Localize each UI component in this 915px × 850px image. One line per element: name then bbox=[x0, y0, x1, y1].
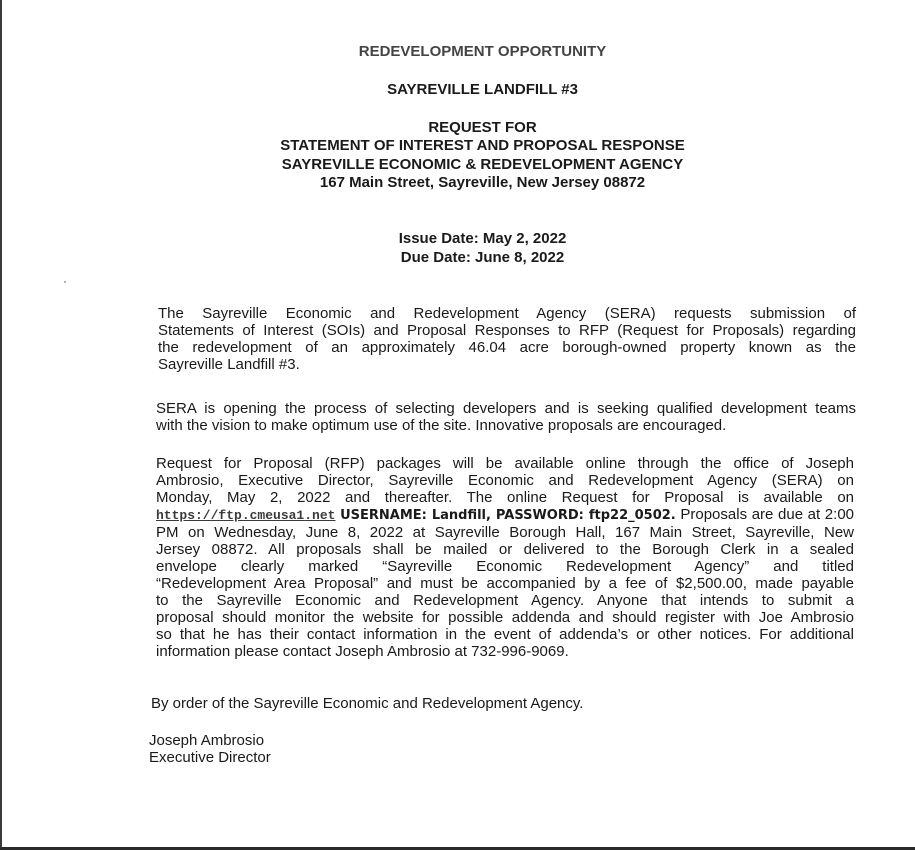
signatory-name: Joseph Ambrosio bbox=[149, 732, 265, 749]
rfp-line: so that he has their contact information in the event of addenda’s or other notices. For additional bbox=[156, 626, 854, 643]
rfp-line: Request for Proposal (RFP) packages will be available online through the office of Joseph bbox=[156, 455, 854, 472]
rfp-line-rest: Proposals are due at 2:00 bbox=[675, 506, 855, 523]
intro-line: the redevelopment of an approximately 46.04 acre borough-owned property known as the bbox=[158, 339, 856, 356]
rfp-line: Monday, May 2, 2022 and thereafter. The online Request for Proposal is available on bbox=[156, 489, 854, 506]
heading-statement: STATEMENT OF INTEREST AND PROPOSAL RESPONSE bbox=[280, 137, 685, 154]
rfp-line-with-link bbox=[156, 506, 854, 524]
signatory-title: Executive Director bbox=[149, 749, 271, 766]
rfp-line: to the Sayreville Economic and Redevelopment Agency. Anyone that intends to submit a bbox=[156, 592, 854, 609]
rfp-line: PM on Wednesday, June 8, 2022 at Sayreville Borough Hall, 167 Main Street, Sayreville, New bbox=[156, 524, 854, 541]
rfp-line: proposal should monitor the website for possible addenda and should register with Joe Ambrosio bbox=[156, 609, 854, 626]
rfp-line: Ambrosio, Executive Director, Sayreville Economic and Redevelopment Agency (SERA) on bbox=[156, 472, 854, 489]
rfp-line: envelope clearly marked “Sayreville Economic Redevelopment Agency” and titled bbox=[156, 558, 854, 575]
rfp-line: Jersey 08872. All proposals shall be mailed or delivered to the Borough Clerk in a sealed bbox=[156, 541, 854, 558]
rfp-line: “Redevelopment Area Proposal” and must be accompanied by a fee of $2,500.00, made payable bbox=[156, 575, 854, 592]
sera-line: SERA is opening the process of selecting developers and is seeking qualified development teams bbox=[156, 400, 856, 417]
order-statement bbox=[151, 695, 851, 712]
heading-address: 167 Main Street, Sayreville, New Jersey 08872 bbox=[319, 174, 646, 191]
sera-line: with the vision to make optimum use of the site. Innovative proposals are encouraged. bbox=[156, 417, 727, 434]
intro-line: Statements of Interest (SOIs) and Proposal Responses to RFP (Request for Proposals) regarding bbox=[158, 322, 856, 339]
signature-block bbox=[149, 732, 449, 766]
order-line: By order of the Sayreville Economic and Redevelopment Agency. bbox=[151, 695, 584, 712]
ftp-link[interactable]: https://ftp.cmeusa1.net bbox=[156, 508, 336, 523]
due-date: Due Date: June 8, 2022 bbox=[400, 249, 565, 266]
intro-paragraph bbox=[158, 305, 856, 373]
intro-line: Sayreville Landfill #3. bbox=[158, 356, 300, 373]
issue-date: Issue Date: May 2, 2022 bbox=[398, 230, 567, 247]
sera-paragraph bbox=[156, 400, 856, 434]
heading-opportunity: REDEVELOPMENT OPPORTUNITY bbox=[358, 43, 607, 60]
heading-project: SAYREVILLE LANDFILL #3 bbox=[387, 81, 578, 98]
rfp-line: information please contact Joseph Ambrosio at 732-996-9069. bbox=[156, 643, 569, 660]
heading-request-for: REQUEST FOR bbox=[428, 119, 537, 136]
ftp-credentials: USERNAME: Landfill, PASSWORD: ftp22_0502. bbox=[340, 508, 676, 523]
scan-speck bbox=[64, 281, 66, 283]
heading-agency: SAYREVILLE ECONOMIC & REDEVELOPMENT AGENCY bbox=[281, 156, 684, 173]
intro-line: The Sayreville Economic and Redevelopment Agency (SERA) requests submission of bbox=[158, 305, 856, 322]
rfp-paragraph bbox=[156, 455, 854, 660]
